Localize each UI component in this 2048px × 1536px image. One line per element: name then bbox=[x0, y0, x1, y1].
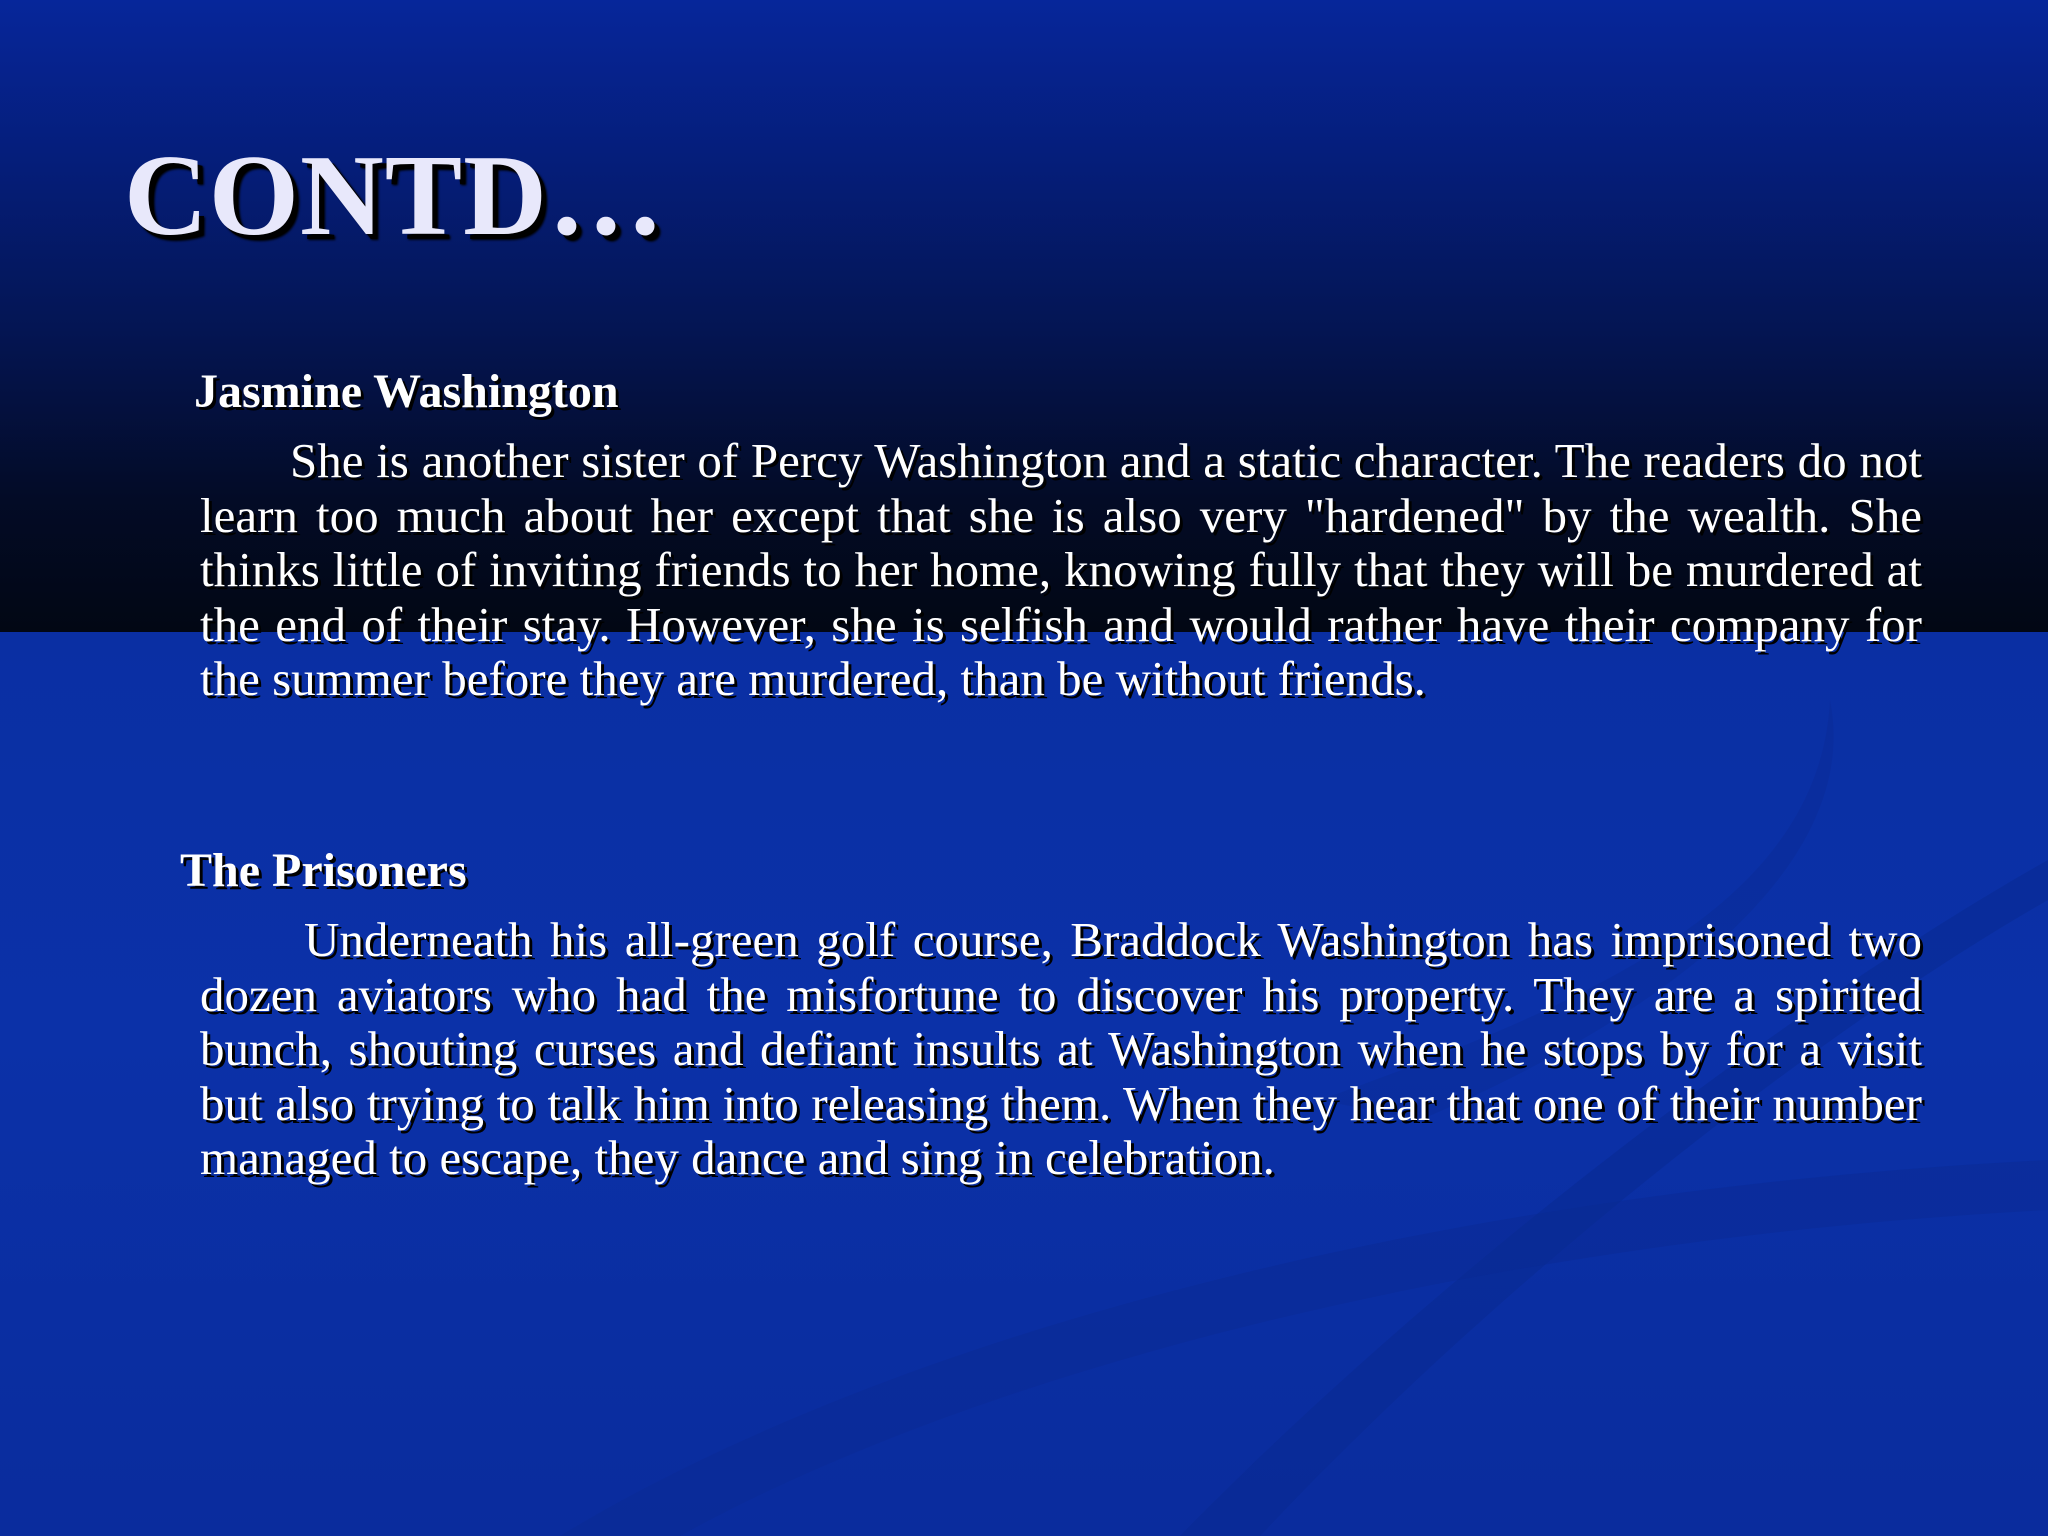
section-heading-prisoners: The Prisoners bbox=[180, 844, 467, 897]
section-heading-jasmine: Jasmine Washington bbox=[194, 365, 619, 418]
section-body-prisoners: Underneath his all-green golf course, Braddock Washington has imprisoned two dozen aviators who had the misfortune to discover his property. They are a spirited bunch, shouting curses and defiant insults at Washington when he stops by for a visit but also trying to talk him into releasing them. When they hear that one of their number managed to escape, they dance and sing in celebration. bbox=[200, 912, 1922, 1185]
section-body-jasmine: She is another sister of Percy Washington and a static character. The readers do not learn too much about her except that she is also very "hardened" by the wealth. She thinks little of inviting friends to her home, knowing fully that they will be murdered at the end of their stay. However, she is selfish and would rather have their company for the summer before they are murdered, than be without friends. bbox=[200, 433, 1922, 706]
slide-title: CONTD… bbox=[124, 132, 665, 260]
